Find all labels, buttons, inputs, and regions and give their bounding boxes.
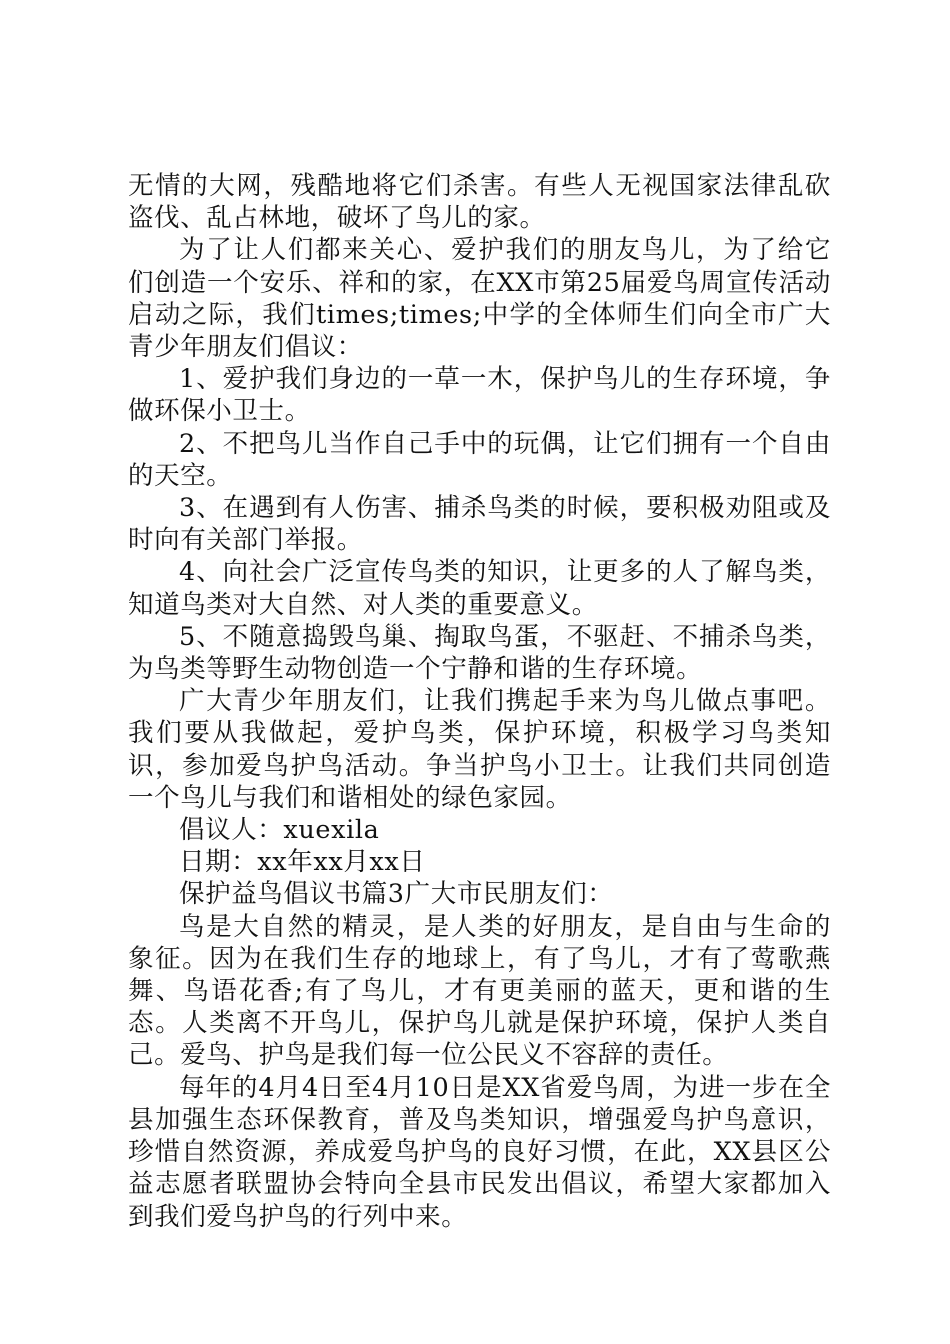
section-heading: 保护益鸟倡议书篇3广大市民朋友们： — [179, 879, 614, 910]
proposer-line: 倡议人：xuexila — [179, 815, 380, 846]
paragraph-bird-nature: 鸟是大自然的精灵，是人类的好朋友，是自由与生命的象征。因为在我们生存的地球上，有了鸟儿，才有了莺歌燕舞、鸟语花香;有了鸟儿，才有更美丽的蓝天，更和谐的生态。人类离不开鸟儿，保护鸟儿就是保护环境，保护人类自己。爱鸟、护鸟是我们每一位公民义不容辞的责任。 — [128, 911, 831, 1071]
proposal-item-1: 1、爱护我们身边的一草一木，保护鸟儿的生存环境，争做环保小卫士。 — [128, 364, 831, 427]
proposal-item-4: 4、向社会广泛宣传鸟类的知识，让更多的人了解鸟类，知道鸟类对大自然、对人类的重要意义。 — [128, 557, 831, 620]
proposal-item-2: 2、不把鸟儿当作自己手中的玩偶，让它们拥有一个自由的天空。 — [128, 428, 831, 491]
date-line: 日期：xx年xx月xx日 — [179, 847, 426, 878]
document-body — [128, 170, 831, 1233]
paragraph-intro: 为了让人们都来关心、爱护我们的朋友鸟儿，为了给它们创造一个安乐、祥和的家，在XX市第25届爱鸟周宣传活动启动之际，我们times;times;中学的全体师生们向全市广大青少年朋友们倡议： — [128, 235, 831, 363]
paragraph-call-to-action: 广大青少年朋友们，让我们携起手来为鸟儿做点事吧。我们要从我做起，爱护鸟类，保护环境，积极学习鸟类知识，参加爱鸟护鸟活动。争当护鸟小卫士。让我们共同创造一个鸟儿与我们和谐相处的绿色家园。 — [128, 686, 831, 813]
paragraph-continuation: 无情的大网，残酷地将它们杀害。有些人无视国家法律乱砍盗伐、乱占林地，破坏了鸟儿的家。 — [128, 171, 831, 234]
proposal-item-5: 5、不随意捣毁鸟巢、掏取鸟蛋，不驱赶、不捕杀鸟类，为鸟类等野生动物创造一个宁静和谐的生存环境。 — [128, 621, 831, 685]
proposal-item-3: 3、在遇到有人伤害、捕杀鸟类的时候，要积极劝阻或及时向有关部门举报。 — [128, 493, 831, 556]
paragraph-bird-week: 每年的4月4日至4月10日是XX省爱鸟周，为进一步在全县加强生态环保教育，普及鸟类知识，增强爱鸟护鸟意识，珍惜自然资源，养成爱鸟护鸟的良好习惯，在此，XX县区公益志愿者联盟协会特向全县市民发出倡议，希望大家都加入到我们爱鸟护鸟的行列中来。 — [128, 1072, 831, 1232]
